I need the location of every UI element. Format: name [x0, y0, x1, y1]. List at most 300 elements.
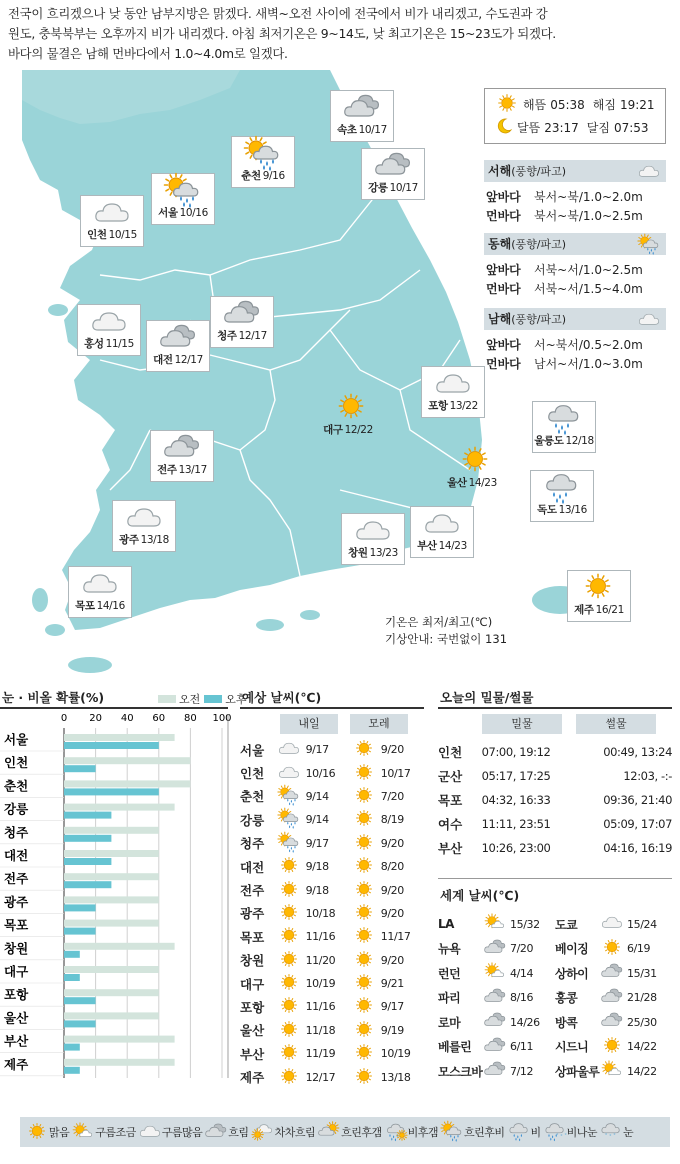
bar-am: [64, 850, 159, 857]
near-sea-value: 북서~북/1.0~2.0m: [534, 190, 643, 204]
world-city-temp: 21/28: [627, 991, 657, 1005]
forecast-city: 제주: [240, 1070, 265, 1086]
low-tide-times: 12:03, -:-: [623, 769, 672, 783]
city-name: 울산: [447, 477, 467, 489]
forecast-city: 인천: [240, 766, 265, 782]
bar-pm: [64, 812, 111, 819]
bar-pm: [64, 858, 111, 865]
city-name: 서울: [158, 207, 178, 219]
sea-south: [484, 308, 666, 374]
category-label: 전주: [4, 871, 29, 887]
city-name: 창원: [348, 547, 368, 559]
forecast-dayafter: [349, 950, 420, 971]
category-label: 목포: [4, 917, 29, 933]
overcast-icon: [278, 739, 300, 760]
bar-pm: [64, 904, 96, 911]
city-label: [68, 598, 132, 613]
sun-shower-icon: [278, 833, 300, 854]
pm-swatch: [204, 695, 222, 703]
world-row: [438, 1035, 672, 1060]
weather-info-phone: 기상안내: 국번없이 131: [385, 632, 508, 646]
city-name: 목포: [75, 600, 95, 612]
world-city-name: 도쿄: [555, 917, 578, 932]
world-city-temp: 14/22: [627, 1064, 657, 1078]
far-sea-label: 먼바다: [486, 209, 521, 223]
summary-line: 전국이 흐리겠으나 낮 동안 남부지방은 맑겠다. 새벽~오전 사이에 전국에서 비가 내리겠고, 수도권과 강: [8, 6, 548, 21]
bar-am: [64, 1036, 175, 1043]
tide-city: 군산: [438, 769, 463, 784]
world-divider: [438, 878, 672, 879]
forecast-temp: 9/20: [380, 883, 404, 897]
sunny-icon: [353, 926, 375, 947]
sunny-icon: [353, 809, 375, 830]
sunny-icon: [278, 950, 300, 971]
forecast-temp: 10/19: [380, 1047, 411, 1061]
forecast-city: 대구: [240, 976, 265, 992]
overcast-icon: [638, 310, 660, 335]
sun-icon: [495, 93, 519, 116]
near-sea-label: 앞바다: [486, 338, 521, 352]
sunny-icon: [278, 926, 300, 947]
category-label: 부산: [4, 1033, 29, 1049]
legend-item: [441, 1122, 505, 1143]
bar-am: [64, 804, 175, 811]
legend-item: [508, 1122, 541, 1143]
forecast-dayafter: [349, 926, 420, 947]
city-temp: 12/22: [344, 424, 373, 436]
sea-name: 서해: [488, 164, 512, 178]
sunny-icon: [334, 392, 368, 424]
category-label: 춘천: [4, 778, 29, 794]
forecast-row: [240, 1019, 420, 1042]
forecast-temp: 9/14: [305, 813, 329, 827]
forecast-temp: 9/21: [380, 977, 404, 991]
cloudy-icon: [484, 1060, 506, 1082]
forecast-row: [240, 808, 420, 831]
forecast-temp: 9/17: [305, 836, 329, 850]
forecast-temp: 9/18: [305, 860, 329, 874]
forecast-table: [240, 714, 420, 1089]
city-label: [210, 328, 274, 343]
world-city-name: 파리: [438, 991, 461, 1006]
city-temp: 11/15: [105, 338, 134, 350]
tide-row: [438, 764, 672, 788]
forecast-dayafter: [349, 880, 420, 901]
svg-text:*: *: [555, 1131, 558, 1137]
world-city-temp: 14/22: [627, 1040, 657, 1054]
weather-icon-legend: [20, 1117, 670, 1147]
sunny-icon: [278, 996, 300, 1017]
city-label: [316, 422, 380, 437]
world-city: [555, 1036, 672, 1058]
world-city-temp: 15/32: [510, 917, 540, 931]
world-row: [438, 1059, 672, 1084]
forecast-row: [240, 995, 420, 1018]
far-sea-label: 먼바다: [486, 282, 521, 296]
sun-shower-icon: [278, 786, 300, 807]
forecast-temp: 10/18: [305, 906, 336, 920]
forecast-row: [240, 785, 420, 808]
city-label: [440, 475, 504, 490]
overcast-icon: [601, 913, 623, 935]
world-city-temp: 6/11: [510, 1040, 534, 1054]
forecast-row: [240, 738, 420, 761]
city-temp: 10/17: [389, 182, 418, 194]
sea-west: [484, 160, 666, 226]
legend-item: [600, 1122, 633, 1143]
forecast-temp: 11/19: [305, 1047, 336, 1061]
world-city-name: 상하이: [555, 966, 589, 981]
city-name: 광주: [119, 534, 139, 546]
forecast-temp: 9/20: [380, 743, 404, 757]
world-city-temp: 7/12: [510, 1064, 534, 1078]
overcast-icon: [82, 568, 118, 602]
sunny-icon: [353, 1020, 375, 1041]
city-label: [361, 180, 425, 195]
world-city-temp: 6/19: [627, 942, 651, 956]
world-row: [438, 961, 672, 986]
x-tick-label: 20: [89, 713, 102, 724]
forecast-tomorrow: [278, 1067, 349, 1088]
sun-shower-icon: [278, 809, 300, 830]
forecast-temp: 9/20: [380, 906, 404, 920]
svg-text:*: *: [605, 1131, 607, 1137]
rain-icon: [546, 403, 582, 437]
forecast-tomorrow: [278, 973, 349, 994]
sunny-icon: [353, 856, 375, 877]
city-label: [567, 602, 631, 617]
overcast-icon: [424, 508, 460, 542]
world-city-name: 런던: [438, 966, 461, 981]
moonrise-label: 달뜸: [517, 121, 541, 135]
legend-item: [252, 1122, 316, 1143]
partly-cloudy-icon: [484, 913, 506, 935]
city-temp: 14/23: [468, 477, 497, 489]
forecast-dayafter: [349, 763, 420, 784]
forecast-temp: 9/20: [380, 836, 404, 850]
snow-icon: [600, 1122, 622, 1143]
city-temp: 13/22: [449, 400, 478, 412]
svg-text:*: *: [560, 1133, 562, 1139]
world-row: [438, 937, 672, 962]
sunny-icon: [353, 996, 375, 1017]
cloudy-icon: [484, 1011, 506, 1033]
sunrise-label: 해뜸: [523, 98, 547, 112]
bar-am: [64, 1012, 159, 1019]
forecast-temp: 9/20: [380, 953, 404, 967]
bar-am: [64, 1059, 175, 1066]
city-temp: 13/18: [140, 534, 169, 546]
bar-am: [64, 896, 159, 903]
cloudy-icon: [484, 938, 506, 960]
city-temp: 13/23: [369, 547, 398, 559]
world-city: [555, 913, 672, 935]
sun-shower-icon: [638, 235, 660, 260]
sea-name: 동해: [488, 237, 512, 251]
bar-pm: [64, 928, 96, 935]
tide-table: [438, 714, 672, 860]
am-swatch: [158, 695, 176, 703]
tide-rule: [438, 707, 672, 709]
forecast-city: 전주: [240, 883, 265, 899]
legend-label: 비후갬: [407, 1126, 438, 1139]
svg-text:*: *: [564, 1131, 567, 1137]
legend-label: 비나눈: [566, 1126, 598, 1139]
tide-row: [438, 788, 672, 812]
sea-subtitle: (풍향/파고): [511, 238, 566, 251]
forecast-tomorrow: [278, 996, 349, 1017]
legend-item: [544, 1122, 597, 1143]
summary-line: 바다의 물결은 남해 먼바다에서 1.0~4.0m로 일겠다.: [8, 46, 288, 61]
sunny-icon: [353, 950, 375, 971]
city-name: 독도: [537, 504, 557, 516]
near-sea-value: 서북~서/1.0~2.5m: [534, 263, 643, 277]
x-tick-label: 80: [184, 713, 197, 724]
high-tide-times: 07:00, 19:12: [481, 745, 551, 759]
bar-am: [64, 966, 159, 973]
bar-pm: [64, 742, 159, 749]
forecast-row: [240, 972, 420, 995]
city-label: [421, 398, 485, 413]
city-name: 춘천: [241, 170, 261, 182]
bar-am: [64, 734, 175, 741]
sun-shower-icon: [165, 175, 201, 209]
sunny-icon: [353, 833, 375, 854]
world-city-temp: 15/24: [627, 917, 657, 931]
sunny-icon: [353, 1067, 375, 1088]
forecast-row: [240, 1042, 420, 1065]
forecast-dayafter: [349, 903, 420, 924]
overcast-icon: [435, 368, 471, 402]
cloudy-icon: [344, 92, 380, 126]
sunny-icon: [278, 856, 300, 877]
low-tide-times: 00:49, 13:24: [603, 745, 672, 759]
x-tick-label: 60: [152, 713, 166, 724]
forecast-city: 광주: [240, 906, 265, 922]
city-label: [150, 462, 214, 477]
city-label: [146, 352, 210, 367]
forecast-row: [240, 832, 420, 855]
rain-icon: [544, 472, 580, 506]
forecast-tomorrow: [278, 763, 349, 784]
city-label: [330, 122, 394, 137]
legend-label: 차차흐림: [274, 1126, 316, 1139]
forecast-city: 강릉: [240, 812, 265, 828]
forecast-tomorrow: [278, 950, 349, 971]
world-city-name: LA: [438, 917, 454, 932]
legend-am: 오전: [179, 693, 201, 706]
high-tide-times: 11:11, 23:51: [481, 817, 551, 831]
legend-label: 눈: [623, 1126, 634, 1139]
legend-item: [26, 1122, 69, 1143]
sunny-icon: [278, 1043, 300, 1064]
tide-city: 여수: [438, 817, 463, 832]
rain-clear-icon: [385, 1122, 407, 1143]
world-city: [438, 1060, 555, 1082]
forecast-tomorrow: [278, 880, 349, 901]
rain-snow-icon: [544, 1122, 566, 1143]
city-label: [530, 502, 594, 517]
city-temp: 14/16: [96, 600, 125, 612]
bar-am: [64, 920, 159, 927]
legend-item: [139, 1122, 203, 1143]
sunny-icon: [458, 445, 492, 477]
bar-pm: [64, 951, 80, 958]
forecast-row: [240, 878, 420, 901]
forecast-temp: 10/17: [380, 766, 411, 780]
temp-unit-note: 기온은 최저/최고(℃): [385, 615, 493, 629]
far-sea-value: 남서~서/1.0~3.0m: [534, 357, 643, 371]
bar-pm: [64, 788, 159, 795]
city-label: [151, 205, 215, 220]
category-label: 청주: [4, 824, 29, 840]
forecast-dayafter: [349, 1067, 420, 1088]
world-city: [555, 962, 672, 984]
sunny-icon: [353, 903, 375, 924]
sunset-label: 해짐: [592, 98, 616, 112]
forecast-tomorrow: [278, 1043, 349, 1064]
world-row: [438, 912, 672, 937]
world-title: 세계 날씨(℃): [440, 888, 520, 903]
precip-legend: [150, 691, 247, 707]
forecast-dayafter: [349, 833, 420, 854]
bar-pm: [64, 1044, 80, 1051]
sun-shower-icon: [441, 1122, 463, 1143]
sunny-icon: [581, 572, 615, 604]
sea-east: [484, 233, 666, 299]
world-city: [438, 938, 555, 960]
forecast-city: 청주: [240, 836, 265, 852]
forecast-row: [240, 925, 420, 948]
forecast-temp: 11/16: [305, 1000, 336, 1014]
forecast-tomorrow: [278, 739, 349, 760]
sunny-icon: [601, 938, 623, 960]
moon-times-row: [491, 116, 659, 139]
world-city: [438, 962, 555, 984]
precip-title: 눈 · 비올 확률(%): [2, 690, 105, 705]
world-city: [555, 1011, 672, 1033]
bar-am: [64, 757, 190, 764]
city-temp: 13/17: [178, 464, 207, 476]
city-name: 홍성: [84, 338, 104, 350]
overcast-icon: [355, 515, 391, 549]
moonset-label: 달짐: [586, 121, 610, 135]
tide-header-low: 썰물: [576, 714, 656, 734]
city-name: 포항: [428, 400, 448, 412]
forecast-dayafter: [349, 996, 420, 1017]
world-city-temp: 7/20: [510, 942, 534, 956]
tide-city: 인천: [438, 745, 463, 760]
sunny-icon: [353, 763, 375, 784]
high-tide-times: 05:17, 17:25: [481, 769, 551, 783]
clearing-icon: [252, 1122, 274, 1143]
legend-item: [318, 1122, 382, 1143]
city-temp: 13/16: [558, 504, 587, 516]
tide-row: [438, 740, 672, 764]
city-name: 전주: [157, 464, 177, 476]
bar-am: [64, 989, 159, 996]
forecast-city: 대전: [240, 859, 265, 875]
precip-rule: [0, 707, 228, 709]
forecast-city: 서울: [240, 742, 265, 758]
tide-header-high: 밀물: [482, 714, 562, 734]
sea-name: 남해: [488, 312, 512, 326]
forecast-temp: 11/17: [380, 930, 411, 944]
bar-am: [64, 873, 159, 880]
forecast-row: [240, 949, 420, 972]
world-city-name: 뉴욕: [438, 942, 461, 957]
legend-label: 흐린후갬: [341, 1126, 382, 1139]
category-label: 제주: [4, 1056, 29, 1072]
forecast-dayafter: [349, 809, 420, 830]
precip-probability-chart: [0, 712, 230, 1102]
weather-summary: [8, 4, 672, 64]
near-sea-label: 앞바다: [486, 263, 521, 277]
city-name: 대구: [323, 424, 343, 436]
category-label: 울산: [4, 1010, 29, 1026]
cloudy-icon: [375, 150, 411, 184]
forecast-temp: 11/20: [305, 953, 336, 967]
world-city-temp: 4/14: [510, 966, 534, 980]
forecast-temp: 9/17: [380, 1000, 404, 1014]
sunny-icon: [278, 903, 300, 924]
far-sea-value: 서북~서/1.5~4.0m: [534, 282, 643, 296]
moonset-time: 07:53: [613, 120, 649, 135]
world-city: [438, 1011, 555, 1033]
cloudy-icon: [601, 987, 623, 1009]
summary-line: 원도, 충북북부는 오후까지 비가 내리겠다. 아침 최저기온은 9~14도, 낮 최고기온은 15~23도가 되겠다.: [8, 26, 556, 41]
overcast-icon: [139, 1122, 161, 1143]
world-city: [555, 1060, 672, 1082]
moonrise-time: 23:17: [544, 120, 579, 135]
forecast-temp: 10/19: [305, 977, 336, 991]
world-city-name: 베를린: [438, 1040, 472, 1055]
city-temp: 12/18: [565, 435, 594, 447]
forecast-tomorrow: [278, 833, 349, 854]
sunrise-time: 05:38: [550, 97, 585, 112]
cloudy-icon: [164, 432, 200, 466]
cloudy-icon: [601, 962, 623, 984]
sea-subtitle: (풍향/파고): [511, 313, 566, 326]
category-label: 대전: [4, 848, 29, 863]
world-weather-table: [438, 912, 672, 1084]
city-temp: 12/17: [174, 354, 203, 366]
sunny-icon: [353, 973, 375, 994]
partly-cloudy-icon: [601, 1060, 623, 1082]
bar-pm: [64, 881, 111, 888]
legend-label: 구름조금: [95, 1126, 136, 1139]
category-label: 창원: [4, 940, 29, 956]
city-temp: 16/21: [595, 604, 624, 616]
forecast-row: [240, 902, 420, 925]
city-label: [410, 538, 474, 553]
world-city-temp: 25/30: [627, 1015, 657, 1029]
legend-label: 흐림: [228, 1126, 249, 1139]
legend-label: 구름많음: [161, 1126, 203, 1139]
forecast-temp: 9/17: [305, 743, 329, 757]
overcast-icon: [638, 162, 660, 187]
bar-pm: [64, 997, 96, 1004]
cloudy-icon: [224, 298, 260, 332]
far-sea-label: 먼바다: [486, 357, 521, 371]
cloudy-icon: [601, 1011, 623, 1033]
forecast-city: 부산: [240, 1046, 265, 1062]
partly-cloudy-icon: [72, 1122, 94, 1143]
forecast-tomorrow: [278, 926, 349, 947]
bar-pm: [64, 835, 111, 842]
forecast-tomorrow: [278, 786, 349, 807]
world-city-name: 모스크바: [438, 1064, 483, 1079]
